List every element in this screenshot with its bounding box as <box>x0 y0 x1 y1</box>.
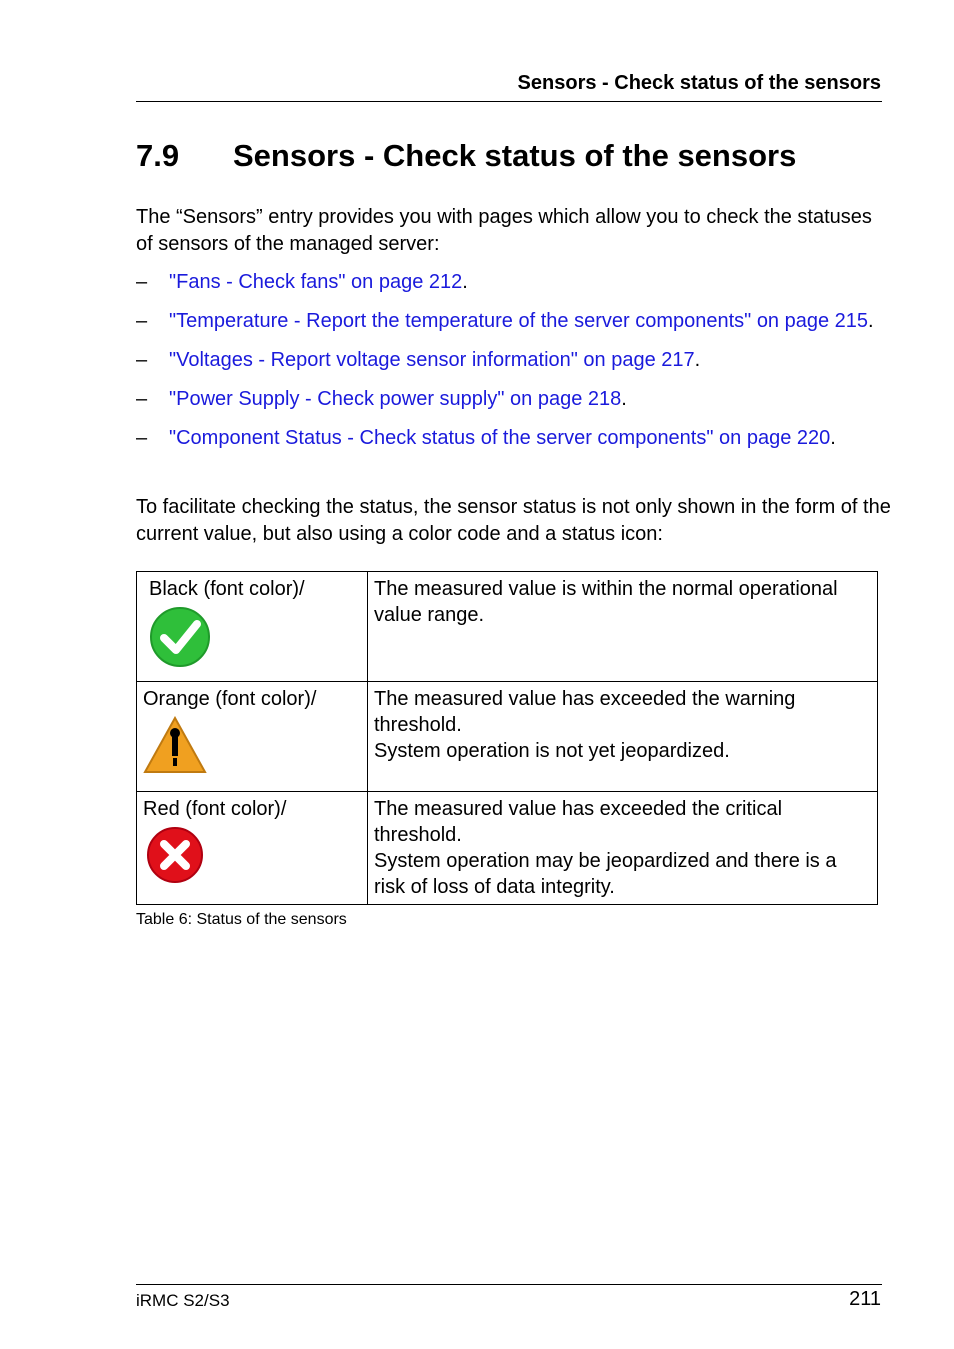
status-label-cell <box>137 682 368 792</box>
list-item <box>136 386 896 413</box>
footer-rule <box>136 1284 882 1285</box>
status-description: System operation is not yet jeopardized. <box>374 740 730 762</box>
list-dash: – <box>136 349 148 371</box>
link-suffix: . <box>621 388 627 410</box>
link-component-status[interactable]: "Component Status - Check status of the server components" on page 220 <box>169 427 831 449</box>
status-intro-paragraph: To facilitate checking the status, the sensor status is not only shown in the form of the current value, but also using a color code and a status icon: <box>136 496 891 545</box>
list-dash: – <box>136 427 148 449</box>
status-description-cell <box>368 792 878 905</box>
page-number: 211 <box>849 1288 881 1310</box>
link-power-supply[interactable]: "Power Supply - Check power supply" on page 218 <box>169 388 622 410</box>
link-fans[interactable]: "Fans - Check fans" on page 212 <box>169 271 463 293</box>
status-label: Black (font color)/ <box>149 578 305 600</box>
status-description-cell <box>368 572 878 682</box>
error-icon <box>146 826 204 884</box>
table-row <box>137 572 878 682</box>
section-title: Sensors - Check status of the sensors <box>233 138 797 173</box>
status-label-cell <box>137 572 368 682</box>
status-label: Red (font color)/ <box>143 798 287 820</box>
list-item <box>136 308 896 335</box>
list-dash: – <box>136 388 148 410</box>
header-rule <box>136 101 882 102</box>
running-header: Sensors - Check status of the sensors <box>517 72 881 94</box>
list-dash: – <box>136 271 148 293</box>
footer-product: iRMC S2/S3 <box>136 1291 230 1310</box>
warning-icon <box>143 716 207 774</box>
status-description: The measured value has exceeded the warning threshold. <box>374 688 796 736</box>
status-label-cell <box>137 792 368 905</box>
section-heading <box>136 138 796 174</box>
status-description: System operation may be jeopardized and there is a risk of loss of data integrity. <box>374 850 837 898</box>
list-item <box>136 425 896 452</box>
check-ok-icon <box>149 606 211 668</box>
link-list <box>136 269 896 464</box>
list-item <box>136 269 896 296</box>
table-row <box>137 682 878 792</box>
table-row <box>137 792 878 905</box>
link-temperature[interactable]: "Temperature - Report the temperature of the server components" on page 215 <box>169 310 869 332</box>
list-item <box>136 347 896 374</box>
link-suffix: . <box>694 349 701 371</box>
status-description: The measured value is within the normal operational value range. <box>374 578 838 626</box>
link-suffix: . <box>830 427 836 449</box>
intro-paragraph: The “Sensors” entry provides you with pages which allow you to check the statuses of sensors of the managed server: <box>136 206 872 255</box>
link-suffix: . <box>462 271 468 293</box>
link-suffix: . <box>868 310 874 332</box>
table-caption: Table 6: Status of the sensors <box>136 911 347 928</box>
link-voltages[interactable]: "Voltages - Report voltage sensor information" on page 217 <box>169 349 695 371</box>
section-number: 7.9 <box>136 138 180 173</box>
status-table <box>136 571 878 905</box>
list-dash: – <box>136 310 148 332</box>
status-description: The measured value has exceeded the critical threshold. <box>374 798 783 846</box>
status-description-cell <box>368 682 878 792</box>
status-label: Orange (font color)/ <box>143 688 317 710</box>
